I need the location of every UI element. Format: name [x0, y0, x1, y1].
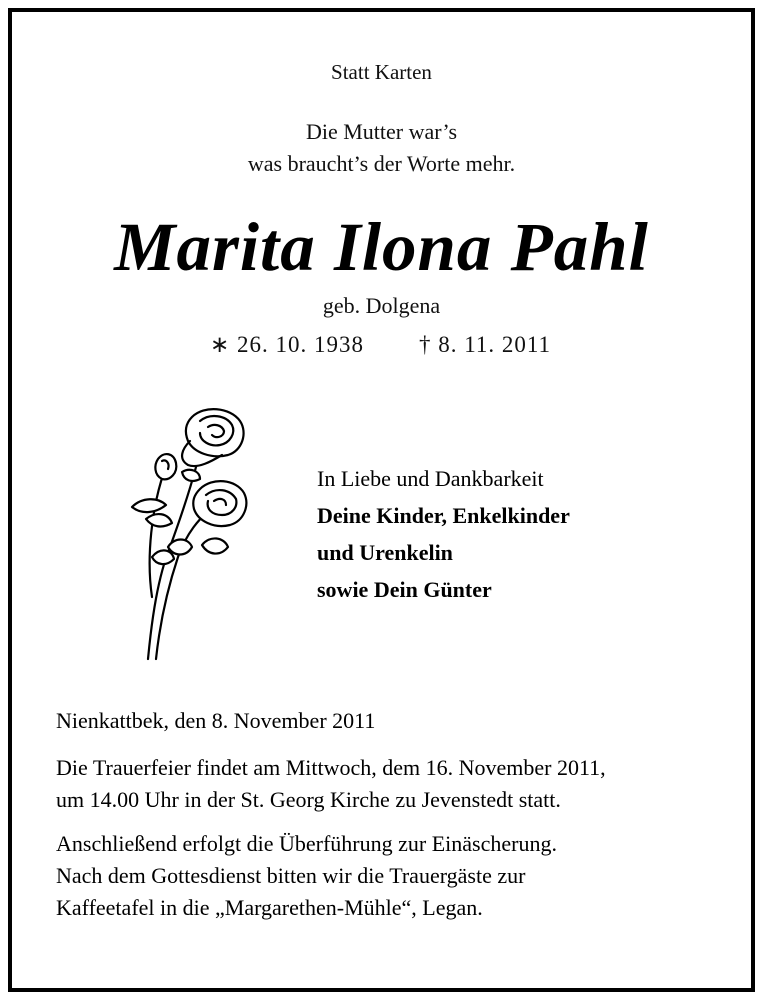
ceremony-line: Die Trauerfeier findet am Mittwoch, dem 16. November 2011, [56, 755, 606, 780]
family-line: sowie Dein Günter [317, 577, 492, 602]
deceased-name: Marita Ilona Pahl [114, 209, 649, 285]
afterwards-line: Nach dem Gottesdienst bitten wir die Trauergäste zur [56, 863, 526, 888]
afterwards-info [56, 828, 726, 924]
afterwards-line: Kaffeetafel in die „Margarethen-Mühle“, Legan. [56, 895, 483, 920]
family-line: In Liebe und Dankbarkeit [317, 466, 544, 491]
motto [12, 116, 751, 180]
obituary-notice [8, 8, 755, 992]
place-date: Nienkattbek, den 8. November 2011 [56, 708, 376, 733]
birth-date: ∗ 26. 10. 1938 [210, 332, 365, 357]
family-line: und Urenkelin [317, 540, 453, 565]
family-line: Deine Kinder, Enkelkinder [317, 503, 570, 528]
ceremony-line: um 14.00 Uhr in der St. Georg Kirche zu Jevenstedt statt. [56, 787, 561, 812]
motto-line: Die Mutter war’s [305, 119, 458, 144]
notice-heading: Statt Karten [331, 60, 432, 84]
rose-illustration [112, 397, 252, 667]
death-date: † 8. 11. 2011 [419, 332, 552, 357]
afterwards-line: Anschließend erfolgt die Überführung zur Einäscherung. [56, 831, 557, 856]
ceremony-info [56, 752, 726, 816]
maiden-name: geb. Dolgena [322, 293, 441, 318]
motto-line: was braucht’s der Worte mehr. [247, 151, 516, 176]
family-block [317, 460, 570, 608]
